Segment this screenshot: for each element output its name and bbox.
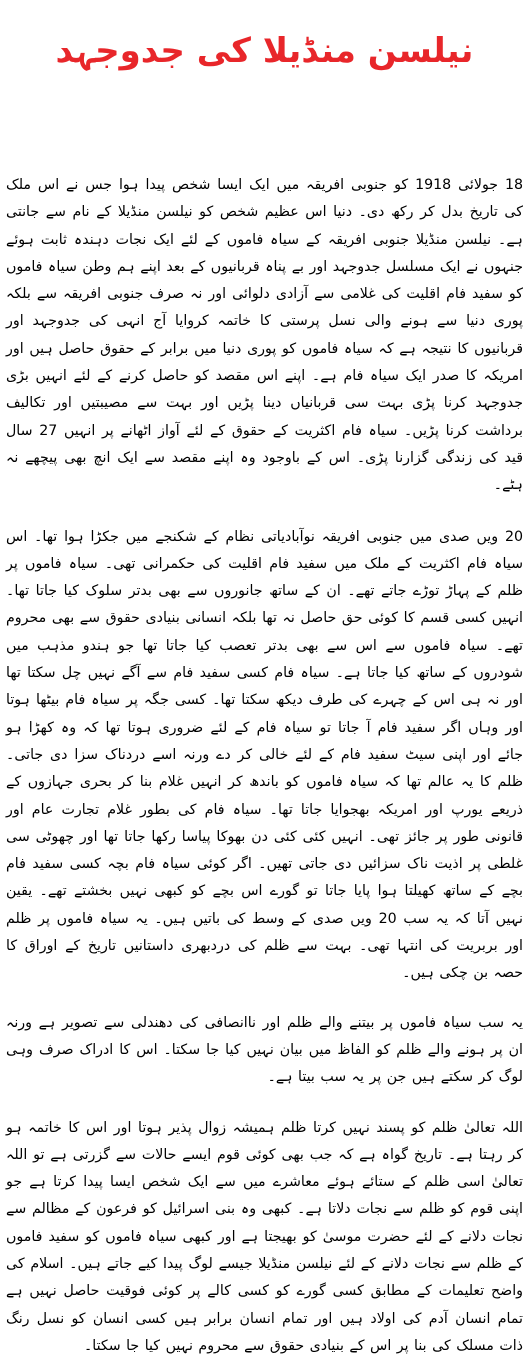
- article-title: نیلسن منڈیلا کی جدوجہد: [0, 28, 529, 74]
- article-paragraph: یہ سب سیاہ فاموں پر بیتنے والے ظلم اور ناانصافی کی دھندلی سے تصویر ہے ورنہ ان پر ہونے والے ظلم کو الفاظ میں بیان نہیں کیا جا سکتا۔ اس کا ادراک صرف وہی لوگ کر سکتے ہیں جن پر یہ سب بیتا ہے۔: [6, 1010, 523, 1092]
- article-body: [6, 172, 523, 1360]
- article-paragraph: اللہ تعالیٰ ظلم کو پسند نہیں کرتا ظلم ہمیشہ زوال پذیر ہوتا اور اس کا خاتمہ ہو کر رہتا ہے۔ تاریخ گواہ ہے کہ جب بھی کوئی قوم ایسے حالات سے گزرتی ہے تو اللہ تعالیٰ اسی ظلم کے ستائے ہوئے معاشرے میں سے ایک شخص ایسا پیدا کرتا ہے جو اپنی قوم کو ظلم سے نجات دلاتا ہے۔ کبھی وہ بنی اسرائیل کو فرعون کے مظالم سے نجات دلانے کے لئے حضرت موسیٰ کو بھیجتا ہے اور کبھی سیاہ فاموں کو سفید فاموں کے ظلم سے نجات دلانے کے لئے نیلسن منڈیلا جیسے لوگ پیدا کیے جاتے ہیں۔ اسلام کی واضح تعلیمات کے مطابق کسی گورے کو کسی کالے پر کوئی فوقیت حاصل نہیں ہے تمام انسان آدم کی اولاد ہیں اور تمام انسان برابر ہیں کسی انسان کو نسل رنگ ذات مسلک کی بنا پر اس کے بنیادی حقوق سے محروم نہیں کیا جا سکتا۔: [6, 1115, 523, 1360]
- article-paragraph: 18 جولائی 1918 کو جنوبی افریقہ میں ایک ایسا شخص پیدا ہوا جس نے اس ملک کی تاریخ بدل کر رکھ دی۔ دنیا اس عظیم شخص کو نیلسن منڈیلا کے نام سے جانتی ہے۔ نیلسن منڈیلا جنوبی افریقہ کے سیاہ فاموں کے لئے ایک نجات دہندہ ثابت ہوئے جنہوں نے ایک مسلسل جدوجہد اور بے پناہ قربانیوں کے بعد اپنے ہم وطن سیاہ فاموں کو سفید فام اقلیت کی غلامی سے آزادی دلوائی اور نہ صرف جنوبی افریقہ سے بلکہ پوری دنیا سے ہونے والی نسل پرستی کا خاتمہ کروایا آج انہی کی جدوجہد اور قربانیوں کا نتیجہ ہے کہ سیاہ فاموں کو پوری دنیا میں برابر کے حقوق حاصل ہیں اور امریکہ کا صدر ایک سیاہ فام ہے۔ اپنے اس مقصد کو حاصل کرنے کے لئے انہیں بڑی جدوجہد کرنا پڑی بہت سی قربانیاں دینا پڑیں اور بہت سے مصیبتیں اور تکالیف برداشت کرنا پڑیں۔ سیاہ فام اکثریت کے حقوق کے لئے آواز اٹھانے پر انہیں 27 سال قید کی زندگی گزارنا پڑی۔ اس کے باوجود وہ اپنے مقصد سے ایک انچ بھی پیچھے نہ ہٹے۔: [6, 172, 523, 500]
- article-paragraph: 20 ویں صدی میں جنوبی افریقہ نوآبادیاتی نظام کے شکنجے میں جکڑا ہوا تھا۔ اس سیاہ فام اکثریت کے ملک میں سفید فام اقلیت کی حکمرانی تھی۔ سیاہ فاموں پر ظلم کے پہاڑ توڑے جاتے تھے۔ ان کے ساتھ جانوروں سے بھی بدتر سلوک کیا جاتا تھا۔ انہیں کسی قسم کا کوئی حق حاصل نہ تھا بلکہ انسانی بنیادی حقوق سے بھی محروم تھے۔ سیاہ فاموں سے اس سے بھی بدتر تعصب کیا جاتا تھا جو ہندو مذہب میں شودروں کے ساتھ کیا جاتا ہے۔ سیاہ فام کسی سفید فام سے آگے نہیں چل سکتا تھا اور نہ ہی اس کے چہرے کی طرف دیکھ سکتا تھا۔ کسی جگہ پر سیاہ فام بیٹھا ہوتا اور وہاں اگر سفید فام آ جاتا تو سیاہ فام کے لئے ضروری ہوتا تھا کہ وہ کھڑا ہو جائے اور اپنی سیٹ سفید فام کے لئے خالی کر دے ورنہ اسے دردناک سزا دی جاتی۔ ظلم کا یہ عالم تھا کہ سیاہ فاموں کو باندھ کر انہیں غلام بنا کر بحری جہازوں کے ذریعے یورپ اور امریکہ بھجوایا جاتا تھا۔ سیاہ فام کی بطور غلام تجارت عام اور قانونی طور پر جائز تھی۔ انہیں کئی کئی دن بھوکا پیاسا رکھا جاتا تھا اور چھوٹی سی غلطی پر اذیت ناک سزائیں دی جاتی تھیں۔ اگر کوئی سیاہ فام بچہ کسی سفید فام بچے کے ساتھ کھیلتا ہوا پایا جاتا تو گورے اس بچے کو کبھی نہیں بخشتے تھے۔ یقین نہیں آتا کہ یہ سب 20 ویں صدی کے وسط کی باتیں ہیں۔ یہ سیاہ فاموں پر ظلم اور بربریت کی انتہا تھی۔ بہت سے ظلم کی دردبھری داستانیں تاریخ کے اوراق کا حصہ بن چکی ہیں۔: [6, 524, 523, 988]
